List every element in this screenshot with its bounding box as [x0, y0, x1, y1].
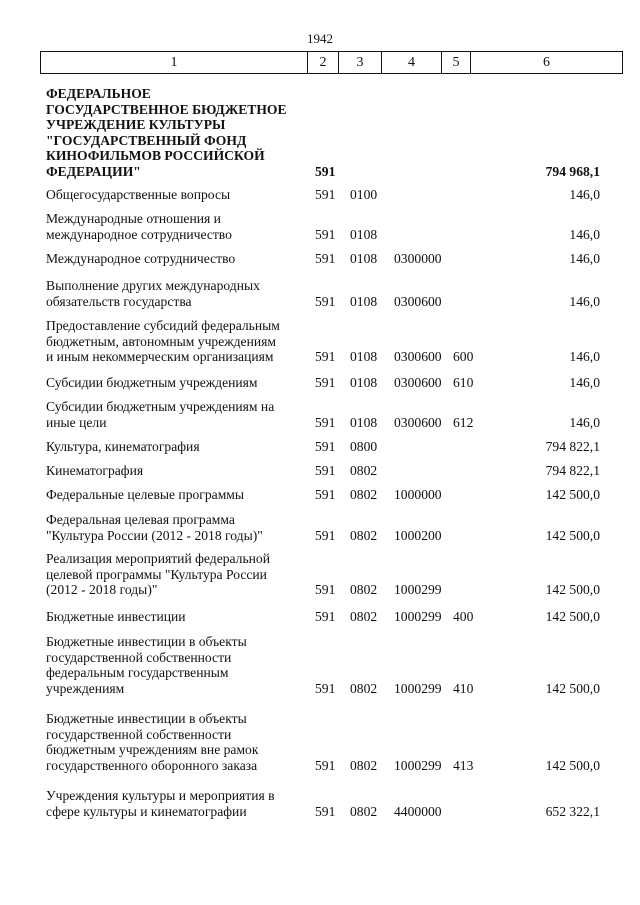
table-row: [0, 788, 640, 819]
table-row: [0, 278, 640, 309]
row-description: [46, 375, 307, 391]
description-line: и иным некоммерческим организациям: [46, 349, 274, 365]
amount: 146,0: [569, 187, 600, 202]
admin-code: 591: [315, 187, 336, 202]
description-line: иные цели: [46, 414, 107, 430]
section-code: 0802: [350, 582, 378, 598]
description-line: Учреждения культуры и мероприятия в: [46, 788, 275, 803]
target-article-code: 1000299: [394, 609, 442, 624]
description-line: государственной собственности: [46, 649, 232, 665]
table-row: [0, 463, 640, 479]
amount: 146,0: [569, 293, 600, 309]
amount: 794 968,1: [545, 164, 600, 179]
description-line: (2012 - 2018 годы)": [46, 582, 158, 598]
column-header-5: 5: [442, 52, 471, 74]
description-line: КИНОФИЛЬМОВ РОССИЙСКОЙ: [46, 148, 265, 164]
admin-code: 591: [315, 251, 336, 266]
table-row: [0, 399, 640, 430]
description-line: ФЕДЕРАЛЬНОЕ: [46, 86, 151, 101]
expense-type-code: 413: [453, 757, 474, 773]
column-header-3: 3: [339, 52, 382, 74]
table-row: [0, 711, 640, 773]
amount: 794 822,1: [545, 463, 600, 478]
description-line: ГОСУДАРСТВЕННОЕ БЮДЖЕТНОЕ: [46, 101, 287, 117]
row-description: [46, 86, 307, 180]
section-code: 0108: [350, 226, 378, 242]
description-line: Международное сотрудничество: [46, 251, 236, 266]
section-code: 0802: [350, 527, 378, 543]
table-row: [0, 487, 640, 503]
row-description: [46, 711, 307, 773]
row-description: [46, 318, 307, 365]
section-code: 0108: [350, 375, 378, 390]
admin-code: 591: [315, 226, 336, 242]
column-header-2: 2: [308, 52, 339, 74]
table-row: [0, 187, 640, 203]
admin-code: 591: [315, 439, 336, 454]
column-header-row: [41, 52, 623, 74]
description-line: учреждениям: [46, 680, 125, 696]
description-line: Международные отношения и: [46, 211, 221, 226]
section-code: 0108: [350, 251, 378, 266]
amount: 146,0: [569, 375, 600, 390]
row-description: [46, 551, 307, 598]
row-description: [46, 439, 307, 455]
admin-code: 591: [315, 375, 336, 390]
amount: 142 500,0: [545, 527, 600, 543]
amount: 146,0: [569, 349, 600, 365]
description-line: государственного оборонного заказа: [46, 757, 258, 773]
description-line: Бюджетные инвестиции в объекты: [46, 711, 247, 726]
target-article-code: 1000299: [394, 757, 442, 773]
admin-code: 591: [315, 164, 336, 179]
admin-code: 591: [315, 487, 336, 502]
target-article-code: 1000200: [394, 527, 442, 543]
amount: 142 500,0: [545, 680, 600, 696]
description-line: Федеральные целевые программы: [46, 487, 245, 502]
column-header-4: 4: [382, 52, 442, 74]
row-description: [46, 512, 307, 543]
admin-code: 591: [315, 609, 336, 624]
amount: 146,0: [569, 414, 600, 430]
admin-code: 591: [315, 757, 336, 773]
section-code: 0802: [350, 757, 378, 773]
amount: 652 322,1: [545, 803, 600, 819]
description-line: Культура, кинематография: [46, 439, 200, 454]
description-line: целевой программы "Культура России: [46, 566, 267, 582]
target-article-code: 4400000: [394, 803, 442, 819]
amount: 794 822,1: [545, 439, 600, 454]
expense-type-code: 612: [453, 414, 474, 430]
description-line: Реализация мероприятий федеральной: [46, 551, 271, 566]
description-line: Бюджетные инвестиции в объекты: [46, 634, 247, 649]
column-header-table: [40, 51, 623, 74]
description-line: Субсидии бюджетным учреждениям: [46, 375, 258, 390]
description-line: ФЕДЕРАЦИИ": [46, 163, 141, 179]
expense-type-code: 410: [453, 680, 474, 696]
admin-code: 591: [315, 349, 336, 365]
section-code: 0108: [350, 414, 378, 430]
table-row: [0, 375, 640, 391]
description-line: сфере культуры и кинематографии: [46, 803, 247, 819]
description-line: международное сотрудничество: [46, 226, 232, 242]
row-description: [46, 399, 307, 430]
admin-code: 591: [315, 680, 336, 696]
section-code: 0802: [350, 609, 378, 624]
expense-type-code: 400: [453, 609, 474, 624]
admin-code: 591: [315, 463, 336, 478]
target-article-code: 1000299: [394, 582, 442, 598]
amount: 142 500,0: [545, 609, 600, 624]
admin-code: 591: [315, 803, 336, 819]
target-article-code: 1000299: [394, 680, 442, 696]
section-code: 0100: [350, 187, 378, 202]
section-code: 0802: [350, 463, 378, 478]
expense-type-code: 610: [453, 375, 474, 390]
target-article-code: 1000000: [394, 487, 442, 502]
row-description: [46, 788, 307, 819]
amount: 142 500,0: [545, 757, 600, 773]
description-line: Общегосударственные вопросы: [46, 187, 231, 202]
description-line: федеральным государственным: [46, 665, 229, 681]
table-row: [0, 251, 640, 267]
table-row: [0, 634, 640, 696]
table-row: [0, 439, 640, 455]
description-line: Кинематография: [46, 463, 144, 478]
description-line: Предоставление субсидий федеральным: [46, 318, 280, 333]
amount: 146,0: [569, 251, 600, 266]
table-row: [0, 551, 640, 598]
row-description: [46, 487, 307, 503]
amount: 146,0: [569, 226, 600, 242]
row-description: [46, 609, 307, 625]
description-line: "Культура России (2012 - 2018 годы)": [46, 527, 263, 543]
section-code: 0108: [350, 293, 378, 309]
description-line: УЧРЕЖДЕНИЕ КУЛЬТУРЫ: [46, 117, 226, 133]
section-code: 0802: [350, 803, 378, 819]
section-code: 0802: [350, 487, 378, 502]
admin-code: 591: [315, 582, 336, 598]
page-number: 1942: [307, 31, 333, 46]
admin-code: 591: [315, 414, 336, 430]
description-line: Бюджетные инвестиции: [46, 609, 186, 624]
row-description: [46, 278, 307, 309]
target-article-code: 0300600: [394, 375, 442, 390]
row-description: [46, 251, 307, 267]
section-code: 0800: [350, 439, 378, 454]
admin-code: 591: [315, 527, 336, 543]
description-line: "ГОСУДАРСТВЕННЫЙ ФОНД: [46, 132, 247, 148]
row-description: [46, 634, 307, 696]
target-article-code: 0300600: [394, 293, 442, 309]
description-line: государственной собственности: [46, 726, 232, 742]
column-header-6: 6: [471, 52, 623, 74]
description-line: бюджетным, автономным учреждениям: [46, 333, 276, 349]
row-description: [46, 211, 307, 242]
table-row: [0, 318, 640, 365]
target-article-code: 0300000: [394, 251, 442, 266]
description-line: Субсидии бюджетным учреждениям на: [46, 399, 275, 414]
target-article-code: 0300600: [394, 349, 442, 365]
description-line: Выполнение других международных: [46, 278, 260, 293]
table-row: [0, 609, 640, 625]
description-line: бюджетным учреждениям вне рамок: [46, 742, 259, 758]
column-header-1: 1: [41, 52, 308, 74]
expense-type-code: 600: [453, 349, 474, 365]
table-row: [0, 86, 640, 180]
row-description: [46, 187, 307, 203]
section-code: 0802: [350, 680, 378, 696]
description-line: обязательств государства: [46, 293, 192, 309]
section-code: 0108: [350, 349, 378, 365]
target-article-code: 0300600: [394, 414, 442, 430]
row-description: [46, 463, 307, 479]
description-line: Федеральная целевая программа: [46, 512, 235, 527]
table-row: [0, 211, 640, 242]
amount: 142 500,0: [545, 582, 600, 598]
admin-code: 591: [315, 293, 336, 309]
table-row: [0, 512, 640, 543]
amount: 142 500,0: [545, 487, 600, 502]
